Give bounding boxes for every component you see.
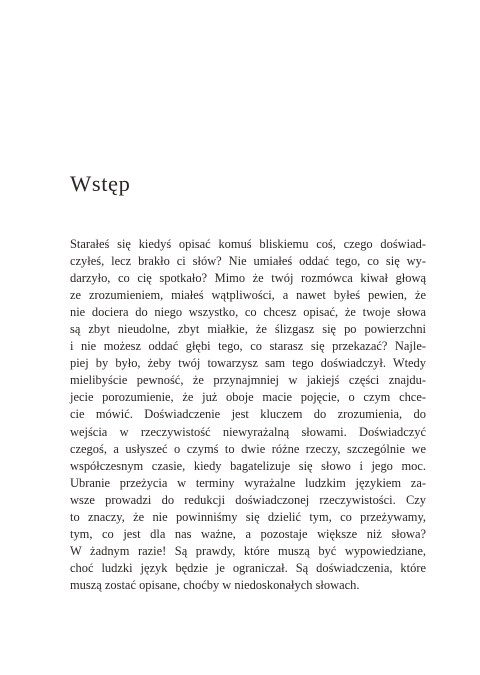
paragraph-line: Starałeś się kiedyś opisać komuś bliskiemu coś, czego doświad- [70,237,426,251]
paragraph-line: Ubranie przeżycia w terminy wyrażalne ludzkim językiem za- [70,475,426,490]
paragraph-line: ze zrozumieniem, miałeś wątpliwości, a nawet byłeś pewien, że [70,288,426,303]
chapter-heading: Wstęp [70,171,131,196]
paragraph-line: współczesnym czasie, kiedy bagatelizuje się słowo i jego moc. [70,458,426,473]
paragraph-line: i nie możesz oddać głębi tego, co starasz się przekazać? Najle- [70,339,426,354]
paragraph-line: nie dociera do niego wszystko, co chcesz opisać, że twoje słowa [70,305,426,320]
paragraph-line: jecie porozumienie, że już oboje macie pojęcie, o czym chce- [70,390,426,405]
paragraph-line: cie mówić. Doświadczenie jest kluczem do zrozumienia, do [70,407,426,422]
paragraph-line: tym, co jest dla nas ważne, a pozostaje większe niż słowa? [70,526,426,541]
paragraph-line: choć ludzki język będzie je ograniczał. Są doświadczenia, które [70,560,426,575]
paragraph-line: czyłeś, lecz brakło ci słów? Nie umiałeś oddać tego, co się wy- [70,254,426,269]
paragraph-line: muszą zostać opisane, choćby w niedoskonałych słowach. [70,577,360,592]
paragraph-line: darzyło, co cię spotkało? Mimo że twój rozmówca kiwał głową [70,271,426,286]
paragraph-line: są zbyt nieudolne, zbyt miałkie, że ślizgasz się po powierzchni [70,322,426,337]
paragraph-line: wsze prowadzi do redukcji doświadczonej rzeczywistości. Czy [70,492,426,507]
paragraph-line: czegoś, a usłyszeć o czymś to dwie różne rzeczy, szczególnie we [70,441,426,456]
paragraph-line: W żadnym razie! Są prawdy, które muszą być wypowiedziane, [70,543,426,558]
paragraph-line: piej by było, żeby twój towarzysz sam tego doświadczył. Wtedy [70,356,426,371]
paragraph-line: mielibyście pewność, że przynajmniej w jakiejś części znajdu- [70,373,426,388]
body-paragraph [70,236,426,594]
paragraph-line: to znaczy, że nie powinniśmy się dzielić tym, co przeżywamy, [70,509,426,524]
paragraph-line: wejścia w rzeczywistość niewyrażalną słowami. Doświadczyć [70,424,426,439]
